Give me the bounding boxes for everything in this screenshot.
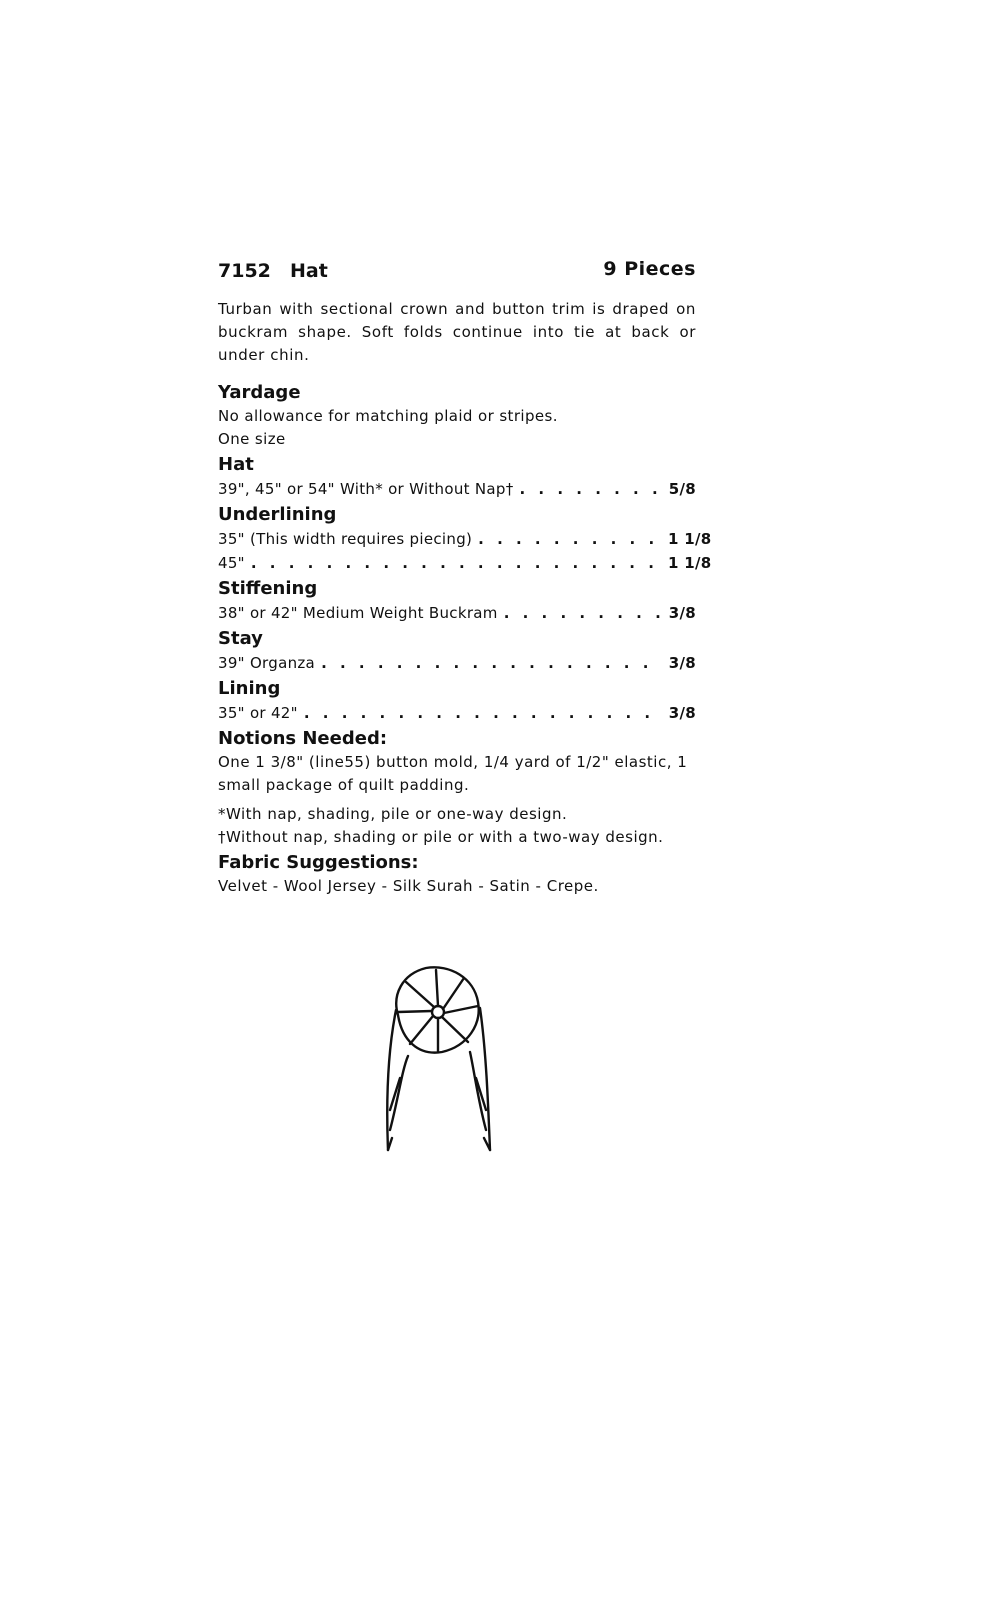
fabric-heading: Fabric Suggestions:: [218, 852, 419, 873]
pattern-description: Turban with sectional crown and button trim is draped on buckram shape. Soft folds continue into tie at back or under chin.: [218, 300, 696, 364]
title-row: [218, 258, 696, 284]
yardage-amount: 3/8: [668, 704, 696, 722]
lining-section: [218, 677, 696, 725]
notions-heading: Notions Needed:: [218, 728, 388, 749]
stay-section: [218, 627, 696, 675]
yardage-amount: 5/8: [668, 480, 696, 498]
hat-section: [218, 453, 696, 501]
dot-leader: [478, 527, 662, 551]
fabric-width-label: 35" or 42": [218, 704, 298, 722]
yardage-heading: Yardage: [218, 382, 301, 403]
section-heading: Hat: [218, 454, 254, 475]
yardage-note: No allowance for matching plaid or stripes.: [218, 407, 558, 425]
piece-count: 9 Pieces: [603, 258, 696, 280]
with-nap-footnote: *With nap, shading, pile or one-way design.: [218, 805, 568, 823]
yardage-row: [218, 527, 712, 551]
yardage-row: [218, 601, 696, 625]
fabric-width-label: 45": [218, 554, 245, 572]
yardage-section: [218, 381, 712, 898]
yardage-amount: 3/8: [668, 604, 696, 622]
size-note: One size: [218, 430, 286, 448]
yardage-amount: 1 1/8: [668, 554, 712, 572]
yardage-row: [218, 651, 696, 675]
turban-hat-sketch-icon: [378, 960, 498, 1160]
pattern-number: 7152: [218, 260, 271, 282]
dot-leader: [504, 601, 662, 625]
yardage-row: [218, 551, 712, 575]
yardage-row: [218, 477, 696, 501]
yardage-amount: 3/8: [668, 654, 696, 672]
fabric-width-label: 39" Organza: [218, 654, 316, 672]
section-heading: Underlining: [218, 504, 337, 525]
dot-leader: [321, 651, 662, 675]
stiffening-section: [218, 577, 696, 625]
section-heading: Stiffening: [218, 578, 318, 599]
yardage-row: [218, 701, 696, 725]
footnotes: [218, 803, 696, 849]
notions-text: One 1 3/8" (line55) button mold, 1/4 yard of 1/2" elastic, 1 small package of quilt padding.: [218, 753, 688, 794]
section-heading: Lining: [218, 678, 281, 699]
pattern-name: Hat: [290, 260, 328, 282]
notions-section: [218, 727, 696, 797]
dot-leader: [251, 551, 662, 575]
dot-leader: [304, 701, 662, 725]
dot-leader: [520, 477, 662, 501]
fabric-section: [218, 851, 696, 898]
fabric-width-label: 39", 45" or 54" With* or Without Nap†: [218, 480, 514, 498]
section-heading: Stay: [218, 628, 263, 649]
fabric-text: Velvet - Wool Jersey - Silk Surah - Satin - Crepe.: [218, 877, 599, 895]
yardage-amount: 1 1/8: [668, 530, 712, 548]
underlining-section: [218, 503, 712, 575]
without-nap-footnote: †Without nap, shading or pile or with a two-way design.: [218, 828, 664, 846]
fabric-width-label: 35" (This width requires piecing): [218, 530, 473, 548]
fabric-width-label: 38" or 42" Medium Weight Buckram: [218, 604, 498, 622]
pattern-info-sheet: [218, 258, 712, 898]
